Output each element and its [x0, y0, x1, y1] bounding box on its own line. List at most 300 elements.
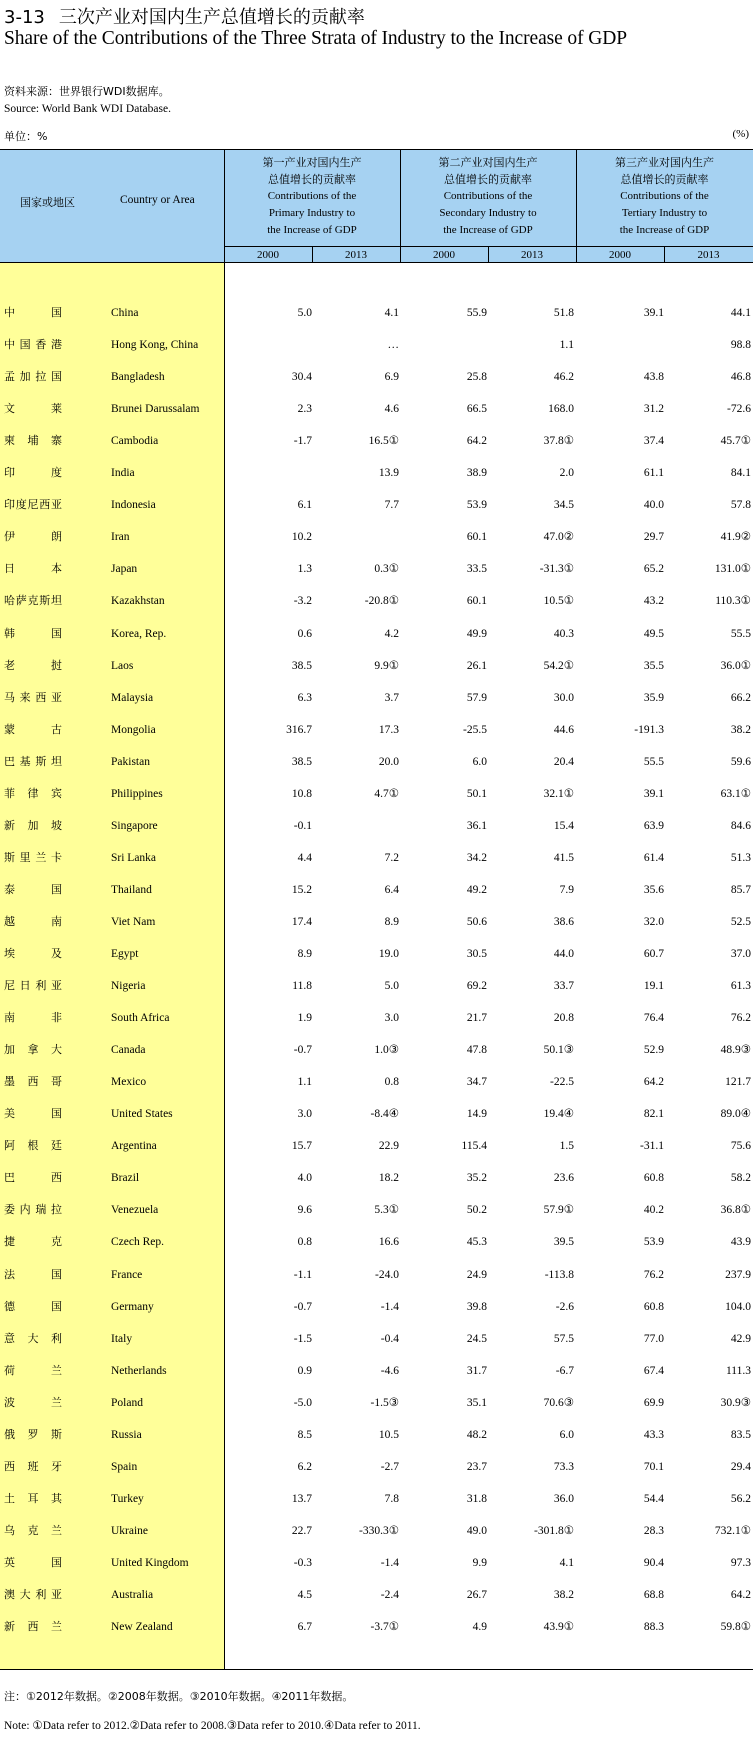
value-cell: 40.3: [553, 627, 574, 640]
value-cell: 26.7: [466, 1589, 487, 1601]
value-cell: 237.9: [725, 1268, 751, 1281]
country-name-cn: 西班牙: [4, 1459, 62, 1473]
country-name-en: Malaysia: [111, 691, 154, 704]
value-cell: 4.5: [297, 1589, 312, 1601]
country-name-en: Thailand: [111, 883, 152, 896]
value-cell: 89.0④: [720, 1108, 751, 1121]
value-cell: 20.4: [553, 755, 574, 768]
year-header: 2000: [257, 249, 279, 261]
note-cn: 注：①2012年数据。②2008年数据。③2010年数据。④2011年数据。: [4, 1690, 354, 1703]
country-name-en: Viet Nam: [111, 915, 156, 928]
value-cell: 19.0: [378, 948, 399, 960]
table-row: [0, 977, 753, 1009]
value-cell: 3.0: [384, 1012, 399, 1025]
value-cell: 9.9①: [374, 659, 399, 672]
value-cell: 73.3: [553, 1460, 574, 1473]
table-row: [0, 1426, 753, 1458]
value-cell: 1.9: [297, 1012, 312, 1025]
value-cell: -2.6: [555, 1300, 574, 1313]
value-cell: 121.7: [725, 1076, 751, 1089]
value-cell: 1.1: [559, 339, 574, 352]
value-cell: -1.4: [380, 1300, 399, 1313]
value-cell: 9.9: [472, 1556, 487, 1569]
country-name-en: United States: [111, 1108, 173, 1121]
country-name-cn: 尼日利亚: [4, 979, 62, 993]
value-cell: 4.4: [297, 851, 312, 864]
value-cell: 43.3: [643, 1428, 664, 1441]
value-cell: 75.6: [730, 1140, 751, 1153]
value-cell: 4.0: [297, 1172, 312, 1185]
value-cell: 63.9: [643, 819, 664, 832]
country-name-en: Australia: [111, 1589, 154, 1601]
table-row: [0, 1266, 753, 1298]
value-cell: 6.4: [384, 883, 399, 896]
table-row: [0, 432, 753, 464]
value-cell: 47.8: [466, 1044, 487, 1057]
country-name-cn: 德国: [4, 1299, 62, 1313]
country-name-cn: 老挝: [4, 658, 62, 672]
value-cell: 57.5: [553, 1332, 574, 1345]
country-name-cn: 文莱: [4, 402, 62, 416]
table-row: [0, 1362, 753, 1394]
value-cell: 88.3: [643, 1621, 664, 1634]
value-cell: 15.4: [553, 819, 574, 832]
value-cell: 38.9: [466, 467, 487, 480]
table-row: [0, 817, 753, 849]
table-row: [0, 625, 753, 657]
table-row: [0, 560, 753, 592]
table-row: [0, 913, 753, 945]
value-cell: -2.7: [380, 1460, 399, 1473]
table-row: [0, 881, 753, 913]
value-cell: 49.9: [466, 627, 487, 640]
country-name-cn: 新加坡: [4, 818, 62, 832]
value-cell: 60.1: [466, 595, 487, 608]
country-name-cn: 越南: [4, 914, 62, 928]
header-secondary: 第二产业对国内生产 总值增长的贡献率 Contributions of the Secondary Industry to the Increase of GDP: [438, 156, 538, 236]
table-row: [0, 945, 753, 977]
value-cell: 59.8①: [720, 1621, 751, 1634]
value-cell: 5.0: [384, 980, 399, 993]
value-cell: 23.7: [466, 1460, 487, 1473]
value-cell: 64.2: [730, 1589, 751, 1601]
value-cell: 77.0: [643, 1332, 664, 1345]
value-cell: 55.5: [730, 627, 751, 640]
country-name-en: Nigeria: [111, 980, 146, 993]
value-cell: -31.1: [640, 1140, 664, 1153]
table-row: [0, 400, 753, 432]
country-name-en: Laos: [111, 659, 134, 672]
value-cell: 2.0: [559, 467, 574, 480]
source-en: Source: World Bank WDI Database.: [4, 103, 171, 115]
unit-label: 单位：%: [4, 130, 48, 143]
value-cell: 39.1: [643, 787, 664, 800]
table-row: [0, 721, 753, 753]
value-cell: 111.3: [725, 1364, 751, 1377]
value-cell: -25.5: [463, 723, 487, 736]
value-cell: 5.3①: [374, 1204, 399, 1217]
value-cell: 17.3: [378, 723, 399, 736]
value-cell: 6.0: [472, 755, 487, 768]
value-cell: 56.2: [730, 1492, 751, 1505]
country-name-cn: 柬埔寨: [4, 434, 62, 448]
value-cell: 98.8: [730, 339, 751, 352]
value-cell: 44.0: [553, 948, 574, 960]
country-name-en: Russia: [111, 1428, 142, 1441]
year-header: 2013: [521, 249, 543, 261]
value-cell: 70.6③: [543, 1396, 574, 1409]
value-cell: 42.9: [730, 1332, 751, 1345]
table-title-en: Share of the Contributions of the Three Strata of Industry to the Increase of GDP: [4, 28, 627, 49]
value-cell: 48.9③: [720, 1044, 751, 1057]
value-cell: 13.7: [291, 1492, 312, 1505]
value-cell: 0.9: [297, 1364, 312, 1377]
country-name-cn: 波兰: [4, 1395, 62, 1409]
table-row: [0, 464, 753, 496]
table-title-cn: [4, 3, 365, 29]
value-cell: 110.3①: [715, 595, 751, 608]
value-cell: 8.9: [384, 915, 399, 928]
value-cell: 35.9: [643, 691, 664, 704]
table-row: [0, 1298, 753, 1330]
value-cell: 64.2: [643, 1076, 664, 1089]
value-cell: -20.8①: [364, 595, 399, 608]
header-primary: 第一产业对国内生产 总值增长的贡献率 Contributions of the Primary Industry to the Increase of GDP: [262, 156, 362, 236]
value-cell: 70.1: [643, 1460, 664, 1473]
table-row: [0, 496, 753, 528]
country-name-cn: 美国: [4, 1107, 62, 1121]
value-cell: 60.1: [466, 531, 487, 544]
value-cell: 90.4: [643, 1556, 664, 1569]
table-row: [0, 1586, 753, 1618]
country-name-cn: 马来西亚: [4, 690, 62, 704]
value-cell: 14.9: [466, 1108, 487, 1121]
country-name-cn: 日本: [4, 562, 62, 576]
value-cell: 60.8: [643, 1300, 664, 1313]
value-cell: -1.4: [380, 1556, 399, 1569]
note-en: Note: ①Data refer to 2012.②Data refer to 2008.③Data refer to 2010.④Data refer to 2011.: [4, 1720, 421, 1732]
value-cell: 37.0: [730, 948, 751, 960]
country-name-en: Kazakhstan: [111, 595, 165, 608]
value-cell: 32.1①: [543, 787, 574, 800]
year-header: 2013: [345, 249, 367, 261]
value-cell: 43.2: [643, 595, 664, 608]
table-row: [0, 1490, 753, 1522]
table-row: [0, 304, 753, 336]
value-cell: 36.0: [553, 1492, 574, 1505]
value-cell: 69.2: [466, 980, 487, 993]
country-name-en: Mongolia: [111, 723, 156, 736]
table-row: [0, 689, 753, 721]
value-cell: 52.9: [643, 1044, 664, 1057]
value-cell: 3.7: [384, 691, 399, 704]
value-cell: 35.2: [466, 1172, 487, 1185]
value-cell: 38.2: [730, 723, 751, 736]
value-cell: 50.1③: [543, 1044, 574, 1057]
value-cell: 44.1: [730, 307, 751, 319]
country-name-en: Netherlands: [111, 1364, 167, 1377]
table-row: [0, 592, 753, 624]
value-cell: -0.3: [293, 1556, 312, 1569]
value-cell: 54.2①: [543, 659, 574, 672]
value-cell: 22.9: [378, 1140, 399, 1153]
value-cell: 76.2: [643, 1268, 664, 1281]
value-cell: 8.9: [297, 948, 312, 960]
value-cell: -3.7①: [370, 1621, 399, 1634]
value-cell: 97.3: [730, 1556, 751, 1569]
value-cell: 10.5: [378, 1428, 399, 1441]
value-cell: 49.5: [643, 627, 664, 640]
country-name-en: Italy: [111, 1332, 133, 1345]
value-cell: 33.7: [553, 980, 574, 993]
value-cell: 29.4: [730, 1460, 751, 1473]
value-cell: 68.8: [643, 1589, 664, 1601]
value-cell: -1.5: [293, 1332, 312, 1345]
unit-right: (%): [732, 128, 749, 140]
value-cell: -72.6: [727, 403, 751, 416]
value-cell: 85.7: [730, 883, 751, 896]
source-cn: 资料来源：世界银行WDI数据库。: [4, 85, 170, 98]
value-cell: 39.5: [553, 1236, 574, 1249]
country-name-cn: 英国: [4, 1555, 62, 1569]
table-row: [0, 1618, 753, 1650]
value-cell: 84.1: [730, 467, 751, 480]
country-name-en: Cambodia: [111, 435, 159, 448]
value-cell: 30.4: [291, 371, 312, 384]
value-cell: 7.9: [559, 883, 574, 896]
value-cell: 1.0③: [374, 1044, 399, 1057]
country-name-cn: 巴基斯坦: [4, 754, 62, 768]
country-name-cn: 新西兰: [4, 1620, 62, 1634]
value-cell: 30.9③: [720, 1396, 751, 1409]
value-cell: -1.5③: [370, 1396, 399, 1409]
value-cell: 19.1: [643, 980, 664, 993]
value-cell: 3.0: [297, 1108, 312, 1121]
value-cell: 39.1: [643, 307, 664, 319]
value-cell: 6.7: [297, 1621, 312, 1634]
country-name-cn: 埃及: [4, 947, 62, 960]
value-cell: -0.1: [293, 819, 312, 832]
country-name-en: Turkey: [111, 1492, 144, 1505]
country-name-cn: 菲律宾: [4, 786, 62, 800]
value-cell: 41.5: [553, 851, 574, 864]
value-cell: 38.5: [291, 755, 312, 768]
value-cell: 53.9: [466, 499, 487, 512]
country-name-cn: 墨西哥: [4, 1075, 62, 1089]
value-cell: -5.0: [293, 1396, 312, 1409]
value-cell: 49.0: [466, 1524, 487, 1537]
country-name-en: Bangladesh: [111, 371, 165, 384]
value-cell: 59.6: [730, 755, 751, 768]
country-name-cn: 印度尼西亚: [4, 498, 62, 512]
value-cell: 0.6: [297, 627, 312, 640]
value-cell: 57.9①: [543, 1204, 574, 1217]
value-cell: -0.7: [293, 1044, 312, 1057]
country-name-en: Czech Rep.: [111, 1236, 165, 1249]
value-cell: 10.8: [291, 787, 312, 800]
country-name-cn: 蒙古: [4, 722, 62, 736]
country-name-en: Singapore: [111, 819, 158, 832]
value-cell: -24.0: [375, 1268, 399, 1281]
value-cell: 11.8: [292, 980, 312, 993]
country-name-en: Mexico: [111, 1076, 147, 1089]
value-cell: 4.1: [559, 1556, 574, 1569]
country-name-cn: 澳大利亚: [4, 1588, 62, 1601]
header-area-en: Country or Area: [120, 194, 195, 206]
value-cell: 25.8: [466, 371, 487, 384]
title-cn-text: 三次产业对国内生产总值增长的贡献率: [58, 7, 365, 28]
value-cell: -1.1: [293, 1268, 312, 1281]
value-cell: 34.2: [466, 851, 487, 864]
value-cell: 17.4: [291, 915, 312, 928]
value-cell: 16.5①: [368, 435, 399, 448]
table-row: [0, 657, 753, 689]
value-cell: 41.9②: [720, 531, 751, 544]
value-cell: 22.7: [291, 1524, 312, 1537]
value-cell: 13.9: [378, 467, 399, 480]
value-cell: 24.5: [466, 1332, 487, 1345]
value-cell: 60.7: [643, 948, 664, 960]
value-cell: 8.5: [297, 1428, 312, 1441]
value-cell: 4.7①: [374, 787, 399, 800]
value-cell: 31.7: [466, 1364, 487, 1377]
country-name-cn: 荷兰: [4, 1363, 62, 1377]
value-cell: 69.9: [643, 1396, 664, 1409]
value-cell: 28.3: [643, 1524, 664, 1537]
table-row: [0, 1137, 753, 1169]
year-header: 2000: [609, 249, 631, 261]
value-cell: 36.8①: [720, 1204, 751, 1217]
value-cell: 168.0: [548, 403, 574, 416]
value-cell: -2.4: [380, 1589, 399, 1601]
country-name-cn: 捷克: [4, 1235, 62, 1249]
value-cell: 4.6: [384, 403, 399, 416]
country-name-en: Spain: [111, 1460, 138, 1473]
table-row: [0, 1522, 753, 1554]
value-cell: 4.2: [384, 627, 399, 640]
year-header: 2000: [433, 249, 455, 261]
value-cell: 46.8: [730, 371, 751, 384]
value-cell: 53.9: [643, 1236, 664, 1249]
value-cell: 16.6: [378, 1236, 399, 1249]
value-cell: 51.3: [730, 851, 751, 864]
table-row: [0, 1201, 753, 1233]
value-cell: 35.6: [643, 883, 664, 896]
value-cell: 43.9①: [543, 1621, 574, 1634]
value-cell: 10.2: [291, 531, 312, 544]
value-cell: 0.8: [384, 1076, 399, 1089]
value-cell: 115.4: [461, 1140, 487, 1153]
value-cell: -3.2: [293, 595, 312, 608]
table-row: [0, 753, 753, 785]
value-cell: 50.2: [466, 1204, 487, 1217]
value-cell: 61.3: [730, 980, 751, 993]
value-cell: 36.0①: [720, 659, 751, 672]
table-row: [0, 785, 753, 817]
value-cell: 31.8: [466, 1492, 487, 1505]
country-name-en: Brunei Darussalam: [111, 403, 200, 416]
country-name-cn: 伊朗: [4, 530, 62, 544]
value-cell: 20.0: [378, 755, 399, 768]
value-cell: 2.3: [297, 403, 312, 416]
country-name-en: India: [111, 467, 135, 480]
value-cell: 19.4④: [543, 1108, 574, 1121]
table-number: 3-13: [4, 7, 45, 28]
value-cell: 26.1: [466, 659, 487, 672]
country-name-en: United Kingdom: [111, 1556, 189, 1569]
country-name-en: Indonesia: [111, 499, 156, 512]
table-row: [0, 1073, 753, 1105]
value-cell: 51.8: [553, 307, 574, 319]
value-cell: 32.0: [643, 915, 664, 928]
value-cell: -6.7: [555, 1364, 574, 1377]
value-cell: 104.0: [725, 1300, 751, 1313]
country-name-en: Egypt: [111, 948, 139, 960]
value-cell: -330.3①: [358, 1524, 399, 1537]
country-name-cn: 中国香港: [4, 338, 62, 352]
country-name-cn: 加拿大: [4, 1043, 62, 1057]
value-cell: 23.6: [553, 1172, 574, 1185]
table-row: [0, 1458, 753, 1490]
value-cell: 45.3: [466, 1236, 487, 1249]
country-name-cn: 乌克兰: [4, 1523, 62, 1537]
value-cell: 44.6: [553, 723, 574, 736]
value-cell: 35.5: [643, 659, 664, 672]
value-cell: 40.2: [643, 1204, 664, 1217]
value-cell: 6.9: [384, 371, 399, 384]
country-name-en: Iran: [111, 531, 130, 544]
value-cell: 64.2: [466, 435, 487, 448]
value-cell: 4.1: [384, 307, 399, 319]
country-name-en: New Zealand: [111, 1621, 173, 1634]
value-cell: 131.0①: [714, 563, 751, 576]
table-row: [0, 1169, 753, 1201]
value-cell: 45.7①: [720, 435, 751, 448]
country-name-cn: 印度: [4, 466, 62, 480]
table-row: [0, 1233, 753, 1265]
value-cell: 50.6: [466, 915, 487, 928]
value-cell: -301.8①: [533, 1524, 574, 1537]
value-cell: 61.4: [643, 851, 664, 864]
country-name-cn: 泰国: [4, 882, 62, 896]
country-name-en: Philippines: [111, 787, 163, 800]
value-cell: 37.8①: [543, 435, 574, 448]
value-cell: 9.6: [297, 1204, 312, 1217]
value-cell: 34.5: [553, 499, 574, 512]
value-cell: 49.2: [466, 883, 487, 896]
value-cell: 15.7: [291, 1140, 312, 1153]
country-name-en: Sri Lanka: [111, 851, 157, 864]
value-cell: 18.2: [378, 1172, 399, 1185]
value-cell: 35.1: [466, 1396, 487, 1409]
value-cell: 29.7: [643, 531, 664, 544]
country-name-en: France: [111, 1268, 143, 1281]
value-cell: -191.3: [634, 723, 664, 736]
header-area-cn: 国家或地区: [20, 196, 75, 209]
value-cell: 34.7: [466, 1076, 487, 1089]
value-cell: 38.2: [553, 1589, 574, 1601]
country-name-cn: 哈萨克斯坦: [4, 594, 62, 608]
value-cell: -0.7: [293, 1300, 312, 1313]
country-name-en: Ukraine: [111, 1524, 149, 1537]
table-row: [0, 368, 753, 400]
value-cell: 83.5: [730, 1428, 751, 1441]
value-cell: 66.5: [466, 403, 487, 416]
country-name-en: Germany: [111, 1300, 154, 1313]
table-row: [0, 336, 753, 368]
value-cell: 47.0②: [543, 531, 574, 544]
value-cell: 57.8: [730, 499, 751, 512]
